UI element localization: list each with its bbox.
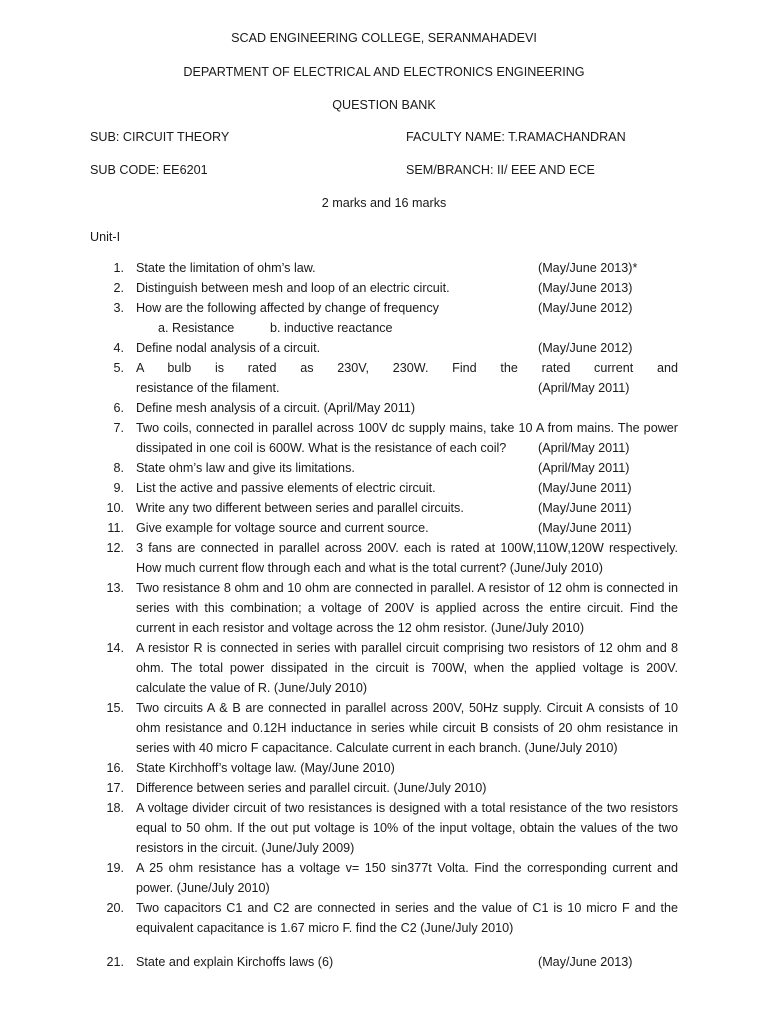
- question-item: 9. List the active and passive elements of electric circuit. (May/June 2011): [113, 481, 632, 495]
- question-item: 15. Two circuits A & B are connected in parallel across 200V, 50Hz supply. Circuit A consists of 10 ohm resistance and 0.12H inductance in series while circuit B consists of 20 ohm resistance in series with 40 micro F capacitance. Calculate current in each branch. (June/July 2010): [106, 701, 678, 755]
- faculty-label: FACULTY NAME: T.RAMACHANDRAN: [406, 130, 626, 144]
- question-item: 18. A voltage divider circuit of two resistances is designed with a total resistance of the two resistors equal to 50 ohm. If the out put voltage is 10% of the input voltage, obtain the values of the two resistors in the circuit. (June/July 2009): [106, 801, 678, 855]
- question-item: 19. A 25 ohm resistance has a voltage v= 150 sin377t Volta. Find the corresponding current and power. (June/July 2010): [106, 861, 678, 895]
- department-name: DEPARTMENT OF ELECTRICAL AND ELECTRONICS ENGINEERING: [183, 65, 585, 79]
- question-list: [90, 258, 678, 972]
- question-item: 17. Difference between series and parallel circuit. (June/July 2010): [106, 781, 487, 795]
- question-item: 10. Write any two different between series and parallel circuits. (May/June 2011): [106, 501, 632, 515]
- question-sub-options: a. Resistance b. inductive reactance: [158, 321, 393, 335]
- question-item: 13. Two resistance 8 ohm and 10 ohm are connected in parallel. A resistor of 12 ohm is connected in series with this combination; a voltage of 200V is applied across the entire circuit. Find the current in each resistor and voltage across the 12 ohm resistor. (June/July 2010): [106, 581, 678, 635]
- subject-code-label: SUB CODE: EE6201: [90, 163, 208, 177]
- question-item: 21. State and explain Kirchoffs laws (6) (May/June 2013): [106, 955, 633, 969]
- question-item: 20. Two capacitors C1 and C2 are connected in series and the value of C1 is 10 micro F and the equivalent capacitance is 1.67 micro F. find the C2 (June/July 2010): [106, 901, 678, 935]
- question-item: 6. Define mesh analysis of a circuit. (April/May 2011): [113, 401, 416, 415]
- question-item: 4. Define nodal analysis of a circuit. (May/June 2012): [113, 341, 633, 355]
- question-item: 5. A bulb is rated as 230V, 230W. Find the rated current and resistance of the filament. (April/May 2011): [113, 361, 678, 395]
- marks-heading: 2 marks and 16 marks: [321, 196, 447, 210]
- question-item: 14. A resistor R is connected in series with parallel circuit comprising two resistors of 12 ohm and 8 ohm. The total power dissipated in the circuit is 700W, when the applied voltage is 200V. calculate the value of R. (June/July 2010): [106, 641, 678, 695]
- document-title: QUESTION BANK: [332, 98, 436, 112]
- unit-heading: Unit-I: [90, 230, 121, 244]
- subject-label: SUB: CIRCUIT THEORY: [90, 130, 230, 144]
- question-item: 16. State Kirchhoff’s voltage law. (May/June 2010): [106, 761, 395, 775]
- sem-branch-label: SEM/BRANCH: II/ EEE AND ECE: [406, 163, 595, 177]
- question-item: 1. State the limitation of ohm’s law. (May/June 2013)*: [113, 261, 638, 275]
- list-gap: [90, 938, 678, 952]
- question-item: 2. Distinguish between mesh and loop of an electric circuit. (May/June 2013): [113, 281, 633, 295]
- question-item: 11. Give example for voltage source and current source. (May/June 2011): [107, 521, 632, 535]
- question-item: 7. Two coils, connected in parallel across 100V dc supply mains, take 10 A from mains. The power dissipated in one coil is 600W. What is the resistance of each coil? (April/May 2011): [113, 421, 678, 455]
- college-name: SCAD ENGINEERING COLLEGE, SERANMAHADEVI: [231, 31, 537, 45]
- question-item: 8. State ohm’s law and give its limitations. (April/May 2011): [113, 461, 630, 475]
- question-item: 3. How are the following affected by change of frequency (May/June 2012) a. Resistance b. inductive reactance: [90, 298, 678, 338]
- question-item: 12. 3 fans are connected in parallel across 200V. each is rated at 100W,110W,120W respectively. How much current flow through each and what is the total current? (June/July 2010): [106, 541, 678, 575]
